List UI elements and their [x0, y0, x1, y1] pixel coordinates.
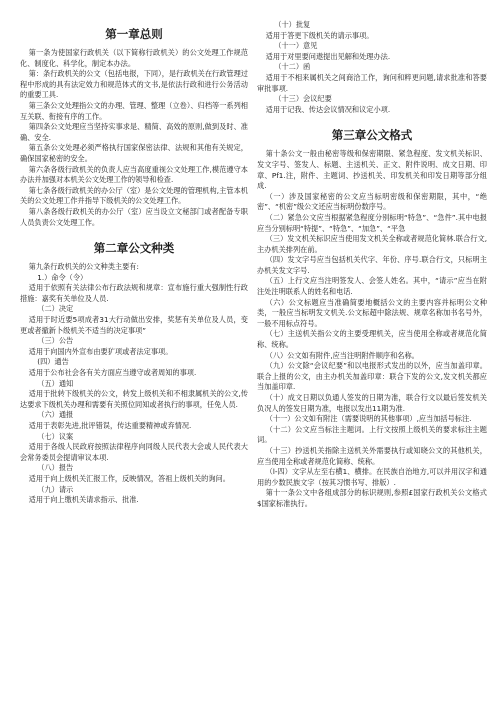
ch2-item-heading: （八）报告: [37, 463, 74, 473]
right-column: [257, 20, 487, 510]
ch2-item-heading: （十一）意见: [274, 41, 318, 51]
ch2-paragraph: 适用于各级人民政府按照法律程序向同级人民代表大会或人民代表大会常务委员会提请审议本项.: [20, 442, 248, 462]
ch3-paragraph: （二）紧急公文应当根据紧急程度分别标明“特急”、“急件”.其中电报应当分别标明“特提”、“特急”、“加急”、“平急: [257, 212, 487, 233]
ch3-paragraph: （十一）公文如有附注（需要说明的其他事项）,应当加括号标注.: [265, 414, 472, 424]
ch3-paragraph: （十）成文日期以负通人签发的日期为准，联合行文以最后签发机关负况人的签发日期为准，电报以发出11期为准.: [257, 393, 487, 413]
ch3-paragraph: 第十一条公文中各组成部分的标识规则,参照£国家行政机关公文格式$国家标准执行。: [257, 488, 487, 508]
chapter-1-title: 第一章总则: [105, 27, 163, 41]
ch2-item-heading: （五）通知: [37, 378, 74, 388]
ch3-paragraph: （九）公文除“会议纪要”和以电报形式发出的以外，应当加盖印章。联合上报的公文，由主办机关加盖印章：联合下发的公文,发文机关都应当加盖印章.: [257, 361, 487, 392]
ch2-paragraph: 适用于表彰先进,批评错误，传达重要精神或弃情况.: [28, 421, 192, 430]
ch1-paragraph: 第六条各级行政机关的负责人应当高度重视公文处理工作,模范遵守本办法并加强对本机关公文处理工作的领导和检查.: [20, 164, 248, 185]
ch2-paragraph: 适用于批转下级机关的公文，转发上级机关和不相隶属机关的公文,传达要求下级机关办理和需要有关照位同知或者执行的事项，任免人员.: [20, 389, 248, 409]
ch2-item-heading: （九）请示: [37, 484, 74, 494]
ch2-paragraph: 适用于记我、传达会议情况和议定小项.: [265, 104, 391, 114]
ch1-paragraph: 第：条行政机关的公文（包括电报，下同），是行政机关在行政管理过程中形成的具有法定效力和规范体式的文书,是依法行政和进行公务活动的重要工具.: [20, 69, 248, 100]
ch3-paragraph: （十二）公文应当标注主题词。上行文按照上级机关的要求标注主题词。: [257, 424, 487, 445]
ch1-paragraph: 第八条各级行政机关的办公厅（室）应当设立文秘部门或者配备专职人员负责公文处理工作。: [20, 206, 248, 227]
ch3-paragraph: （十三）抄送机关指除主送机关外需要执行或知晓公文的其他机关，应当使用全称或者规范化简称、统称。: [257, 445, 487, 466]
ch3-paragraph: 第十条公文一般由秘密等级和保密期限、紧急程度、发文机关标识、发文字号、签发人、标题、主送机关、正文、附件说明、成文日期、印章、Pf1.注，附件、主题词、抄送机关、印发机关和印发日期等部分组成.: [257, 149, 487, 191]
ch1-paragraph: 第七条各级行政机关的办公厅（室）是公文处理的管理机构,主管本机关的公文处理工作并指导下级机关的公文处理工作。: [20, 185, 248, 206]
ch2-item-heading: （六）通报: [37, 410, 74, 420]
ch3-paragraph: （一）涉及国家秘密的公文应当标明密级和保密期限，其中，“绝密”、“机密”级公文还应当标明份数序号。: [257, 191, 487, 212]
ch2-item-heading: （三）公告: [37, 336, 74, 346]
ch2-paragraph: 适用于答更下级机关的请示事项。: [265, 30, 374, 40]
ch2-paragraph: 适用于向上级机关汇报工作，反映情况，答祖上级机关的询问。: [28, 473, 230, 483]
ch1-paragraph: 第四条公文处理应当坚持实事求是、精简、高效的原则,做到及时、准确、安全.: [20, 122, 248, 142]
chapter-3-title: 第三章公文格式: [331, 128, 413, 143]
ch3-paragraph: （七）主送机关指公文的主要受理机关，应当使用全称或者规范化简称、统称。: [257, 329, 487, 350]
ch3-paragraph: （八）公文如有附件,应当注明附件顺序和名称。: [265, 350, 419, 360]
ch3-paragraph: （四）发文字号应当包括机关代字、年份、序号.联合行文，只标明主办机关发文字号.: [257, 255, 487, 275]
ch2-item-heading: （十）批复: [274, 20, 311, 29]
ch3-paragraph: （六）公文标题应当准确简要地概括公文的主要内容并标明公文种类，一般应当标明发文机关.公文标超中除法规、规章名称加书名号外，一般不用标点符号。: [257, 297, 487, 328]
chapter-2-title: 第二章公文种类: [93, 241, 175, 256]
ch2-paragraph: 适用于向国内外宣布由要犷项或者法定事项。: [28, 346, 173, 356]
ch1-paragraph: 第一条为使国家行政机关（以下简称行政机关）的公文处理工作规范化、制度化、科学化，制定本办法。: [20, 48, 248, 68]
ch2-item-heading: （十二）函: [274, 62, 311, 72]
ch2-item-heading: （二）决定: [37, 304, 74, 314]
ch2-item-heading: （十三）会议纪要: [274, 94, 332, 104]
ch2-paragraph: 适用于公布社会各有关方面应当遵守或者周知的事项.: [28, 368, 197, 378]
ch2-paragraph: 第九条行政机关的公文种类主要有:: [28, 262, 139, 272]
ch1-paragraph: 第五条公文处理必须严格执行国家保密法律、法规和其他有关规定，确保国家秘密的安全。: [20, 143, 248, 163]
ch2-item-heading: (四）通告: [37, 357, 69, 367]
ch1-paragraph: 第三条公文处理指公文的办理、管理、整理（立卷）、归档等一系列相互关联、衔接有序的工作。: [20, 100, 248, 121]
ch3-paragraph: （五）上行文应当注明签发人、会签人姓名。其中，“请示”应当在附注处注明联系人的姓名和电话.: [257, 276, 487, 297]
ch2-paragraph: 适用于对里要问遨提出见解和处理办法.: [265, 51, 391, 61]
ch2-paragraph: 适用于依照有关法律公布行政法规和规章：宣布施行重大强制性行政措施：嘉奖有关单位及人员.: [20, 283, 248, 303]
ch2-paragraph: 适用于不相来属机关之间商洽工作，询问和粹更问题,请求批准和答要审批事项.: [257, 72, 487, 93]
ch2-item-heading: 1.）命令（令）: [37, 272, 88, 282]
ch3-paragraph: （三）发文机关标识应当使用发文机关全称或者规范化简林.联合行文,主办机关排列在前。: [257, 234, 487, 254]
left-column: [20, 20, 248, 506]
ch3-paragraph: （l-四）文字从左至右横1、横排。在民族自治地方,可以并用汉字和通用的少数民族文字（按其习惯书写、排版）.: [257, 467, 487, 487]
ch2-item-heading: （七）议案: [37, 431, 74, 441]
ch2-paragraph: 适用于向上缴机关请求指示、批准.: [28, 495, 139, 505]
ch2-paragraph: 适用于时近要5项成者31大行动做出安排，奖惩有关单位及人员，变更或者撤新卜级机关不适当的决定事项”: [20, 315, 248, 335]
